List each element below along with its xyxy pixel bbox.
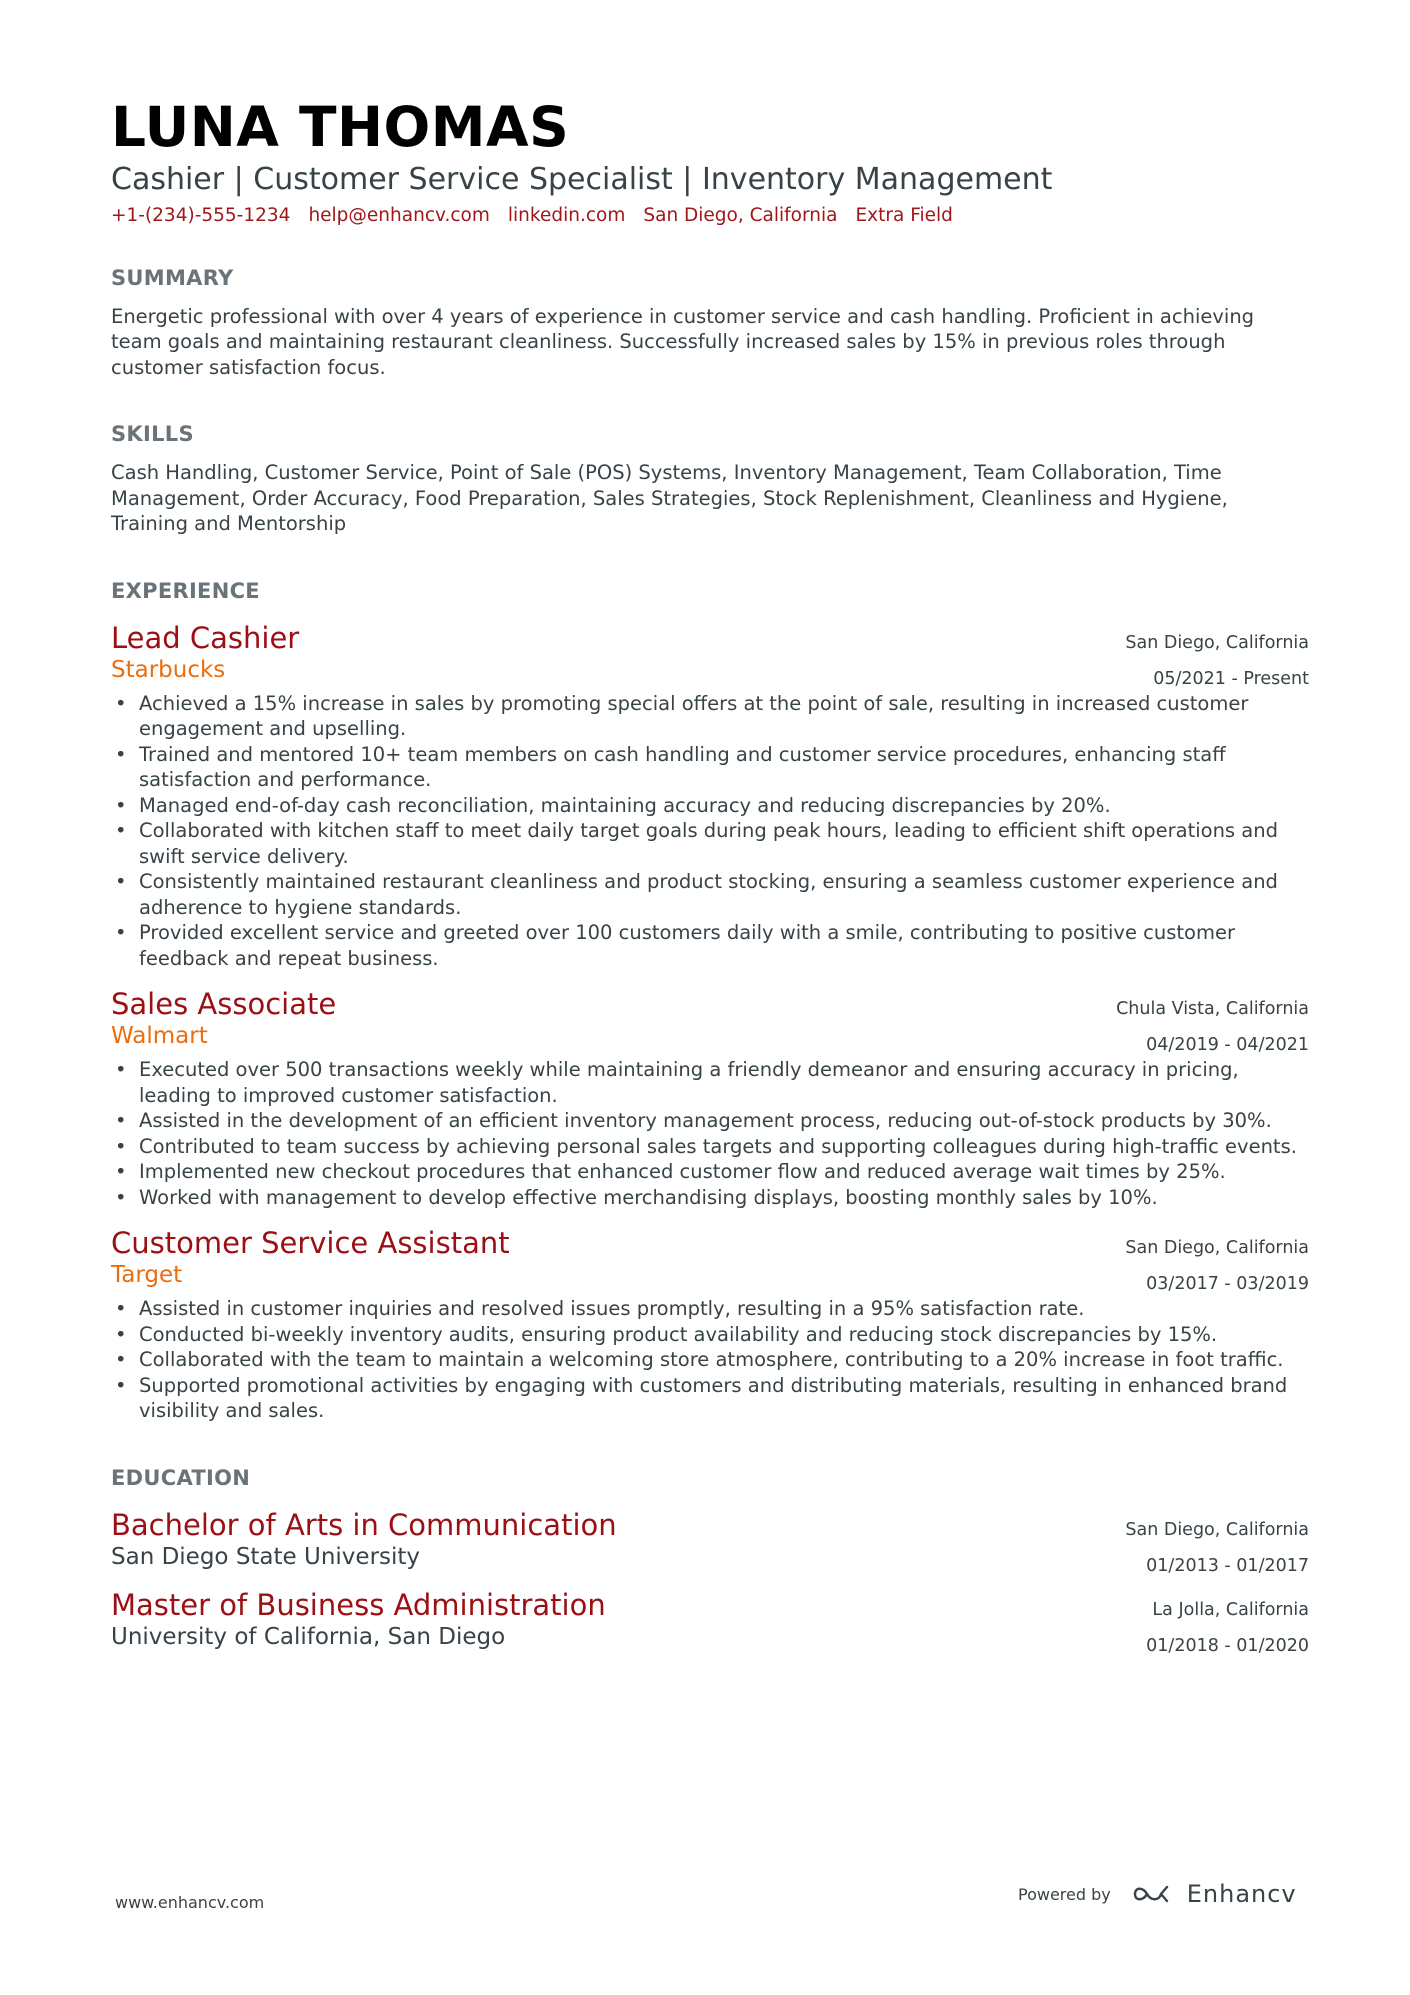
entry-location: La Jolla, California [1152,1599,1309,1620]
summary-section [111,266,1309,381]
entry-dates: 01/2013 - 01/2017 [1146,1555,1309,1576]
entry-location: San Diego, California [1125,1519,1309,1540]
school-name: San Diego State University [111,1543,421,1570]
achievement-item: • Achieved a 15% increase in sales by promoting special offers at the point of sale, resulting in increased customer engagement and upselling. [139,691,1309,742]
entry-meta [1116,991,1309,1063]
entry-meta [1125,625,1309,697]
entry-location: San Diego, California [1125,1238,1309,1259]
experience-entry [111,1226,1309,1424]
achievement-list [111,1057,1309,1210]
brand-name: Enhancv [1186,1880,1297,1908]
resume-content [111,95,1309,1656]
brand-logo[interactable] [1131,1880,1297,1908]
entry-dates: 04/2019 - 04/2021 [1146,1035,1309,1056]
powered-by-label: Powered by [1018,1884,1111,1904]
section-title-summary: SUMMARY [111,265,234,290]
job-title: Lead Cashier [111,620,300,655]
entry-location: San Diego, California [1125,632,1309,653]
experience-entry [111,987,1309,1210]
experience-section [111,579,1309,1424]
achievement-item: • Worked with management to develop effective merchandising displays, boosting monthly sales by 10%. [139,1185,1309,1211]
entry-dates: 01/2018 - 01/2020 [1146,1635,1309,1656]
contact-location: San Diego, California [643,204,838,226]
section-title-education: EDUCATION [111,1465,251,1490]
degree-title: Bachelor of Arts in Communication [111,1507,617,1542]
entry-location: Chula Vista, California [1116,999,1309,1020]
achievement-item: • Provided excellent service and greeted over 100 customers daily with a smile, contributing to positive customer feedback and repeat business. [139,920,1309,971]
resume-header [111,96,1309,226]
achievement-item: • Managed end-of-day cash reconciliation, maintaining accuracy and reducing discrepancies by 20%. [139,793,1309,819]
degree-title: Master of Business Administration [111,1587,606,1622]
section-title-experience: EXPERIENCE [111,578,260,603]
footer-website[interactable]: www.enhancv.com [115,1893,265,1912]
contact-linkedin[interactable]: linkedin.com [507,204,626,226]
company-name: Starbucks [111,656,226,683]
experience-entry [111,621,1309,972]
entry-meta [1125,1512,1309,1584]
section-title-skills: SKILLS [111,422,194,447]
contact-row [111,205,1309,226]
contact-phone: +1-(234)-555-1234 [111,204,291,226]
entry-dates: 03/2017 - 03/2019 [1146,1274,1309,1295]
achievement-item: • Contributed to team success by achieving personal sales targets and supporting colleagues during high-traffic events. [139,1134,1309,1160]
achievement-item: • Assisted in customer inquiries and resolved issues promptly, resulting in a 95% satisfaction rate. [139,1296,1309,1322]
achievement-item: • Collaborated with kitchen staff to meet daily target goals during peak hours, leading to efficient shift operations and swift service delivery. [139,818,1309,869]
education-entry [111,1587,1309,1656]
entry-dates: 05/2021 - Present [1153,668,1309,689]
job-title: Customer Service Assistant [111,1226,510,1261]
job-title: Sales Associate [111,987,337,1022]
candidate-headline: Cashier | Customer Service Specialist | Inventory Management [111,162,1053,198]
education-entry [111,1507,1309,1576]
education-section [111,1465,1309,1656]
contact-extra-field: Extra Field [855,204,953,226]
achievement-item: • Consistently maintained restaurant cleanliness and product stocking, ensuring a seamless customer experience and adherence to hygiene standards. [139,869,1309,920]
achievement-list [111,691,1309,972]
contact-email[interactable]: help@enhancv.com [308,204,490,226]
company-name: Walmart [111,1023,208,1050]
achievement-item: • Implemented new checkout procedures that enhanced customer flow and reduced average wait times by 25%. [139,1159,1309,1185]
entry-meta [1146,1592,1309,1664]
candidate-name: LUNA THOMAS [111,95,570,159]
achievement-item: • Supported promotional activities by engaging with customers and distributing materials, resulting in enhanced brand visibility and sales. [139,1373,1309,1424]
company-name: Target [111,1262,183,1289]
skills-section [111,422,1309,537]
enhancv-logo-icon [1131,1882,1177,1906]
achievement-item: • Executed over 500 transactions weekly while maintaining a friendly demeanor and ensuring accuracy in pricing, leading to improved customer satisfaction. [139,1057,1309,1108]
skills-text: Cash Handling, Customer Service, Point of Sale (POS) Systems, Inventory Management, Team Collaboration, Time Management, Order Accuracy, Food Preparation, Sales Strategies, Stock Replenishment, Cleanliness and Hygiene, Training and Mentorship [111,461,1228,536]
summary-text: Energetic professional with over 4 years of experience in customer service and cash handling. Proficient in achieving team goals and maintaining restaurant cleanliness. Successfully increased sales by 15% in previous roles through customer satisfaction focus. [111,304,1255,379]
entry-meta [1125,1230,1309,1302]
school-name: University of California, San Diego [111,1623,506,1650]
achievement-list [111,1296,1309,1424]
achievement-item: • Conducted bi-weekly inventory audits, ensuring product availability and reducing stock discrepancies by 15%. [139,1322,1309,1348]
achievement-item: • Collaborated with the team to maintain a welcoming store atmosphere, contributing to a 20% increase in foot traffic. [139,1347,1309,1373]
achievement-item: • Trained and mentored 10+ team members on cash handling and customer service procedures, enhancing staff satisfaction and performance. [139,742,1309,793]
achievement-item: • Assisted in the development of an efficient inventory management process, reducing out-of-stock products by 30%. [139,1108,1309,1134]
footer-branding [1018,1880,1297,1908]
